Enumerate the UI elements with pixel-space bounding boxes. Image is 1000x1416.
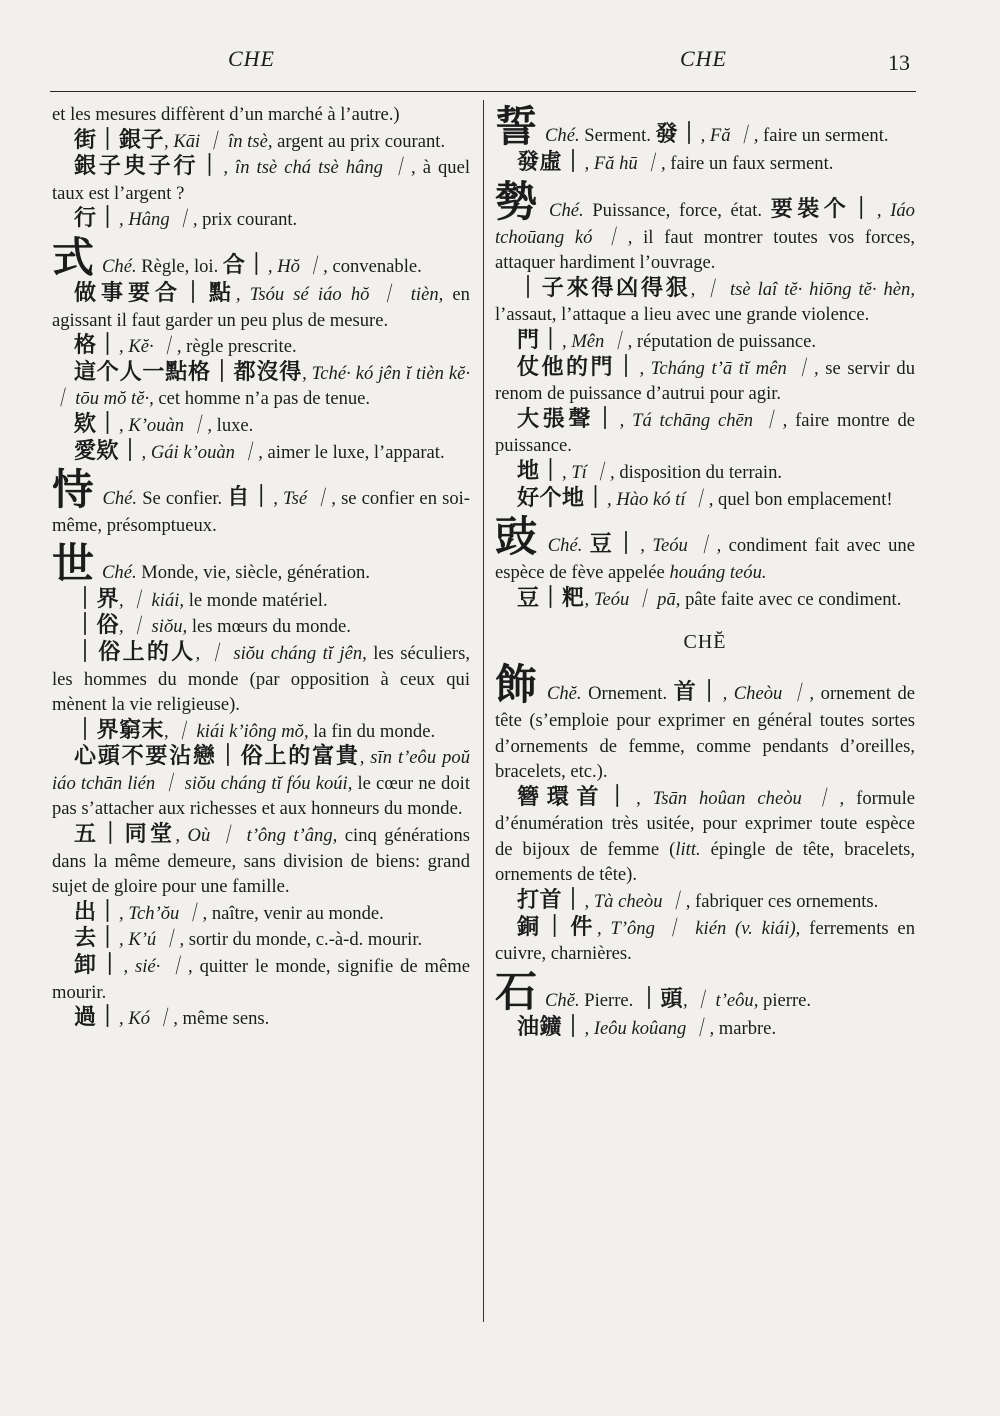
running-head-right: CHE bbox=[680, 46, 727, 71]
headword-character: 石 bbox=[495, 966, 538, 1016]
sub-entry: ｜界窮末, ｜ kiái k’iông mŏ, la fin du monde. bbox=[74, 717, 436, 743]
sub-entry: ｜界, ｜ kiái, le monde matériel. bbox=[74, 586, 328, 612]
sub-entry: 街｜銀子, Kāi ｜ în tsè, argent au prix courant. bbox=[74, 127, 446, 153]
section-title: CHĔ bbox=[683, 631, 727, 654]
headword-character: 恃 bbox=[52, 465, 95, 515]
right-column bbox=[495, 102, 915, 1041]
sub-entry: 銅｜件, T’ông ｜ kién (v. kiái), ferrements en cuivre, charnières. bbox=[495, 914, 915, 965]
sub-entry: ｜俗, ｜ siŏu, les mœurs du monde. bbox=[74, 613, 351, 639]
sub-entry: 大張聲｜, Tá tchāng chēn ｜, faire montre de puissance. bbox=[495, 406, 915, 457]
headword-entry: 誓 Ché. Serment. 發｜, Fă ｜, faire un serment. bbox=[495, 102, 889, 151]
headword-character: 勢 bbox=[495, 176, 542, 226]
headword-character: 豉 bbox=[495, 512, 540, 562]
page-number: 13 bbox=[888, 50, 910, 75]
sub-entry: 卸｜, sié· ｜, quitter le monde, signifie de même mourir. bbox=[52, 953, 470, 1003]
sub-entry: 五｜同堂, Où ｜ t’ông t’âng, cinq générations dans la même demeure, sans division de biens: grand sujet de gloire pour une famille. bbox=[52, 822, 470, 898]
continuation-text: et les mesures diffèrent d’un marché à l’autre.) bbox=[52, 104, 400, 125]
sub-entry: 行｜, Hâng ｜, prix courant. bbox=[74, 206, 298, 232]
header-rule bbox=[50, 91, 916, 92]
left-column bbox=[52, 102, 470, 1032]
headword-entry: 恃 Ché. Se confier. 自｜, Tsé ｜, se confier en soi- même, présomptueux. bbox=[52, 465, 470, 537]
sub-entry: 簪環首｜, Tsān hoûan cheòu ｜, formule d’énumération très usitée, pour exprimer toute espèce de bijoux de femme (litt. épingle de tête, bracelets, ornements de tête). bbox=[495, 784, 916, 886]
headword-character: 誓 bbox=[495, 102, 538, 151]
sub-entry: 豆｜粑, Teóu ｜ pā, pâte faite avec ce condiment. bbox=[517, 585, 902, 611]
headword-entry: 豉 Ché. 豆｜, Teóu ｜, condiment fait avec une espèce de fève appelée houáng teóu. bbox=[495, 512, 915, 584]
sub-entry: 發虛｜, Fă hū ｜, faire un faux serment. bbox=[517, 150, 834, 175]
headword-entry: 飾 Chĕ. Ornement. 首｜, Cheòu ｜, ornement de tête (s’emploie pour exprimer en général toutes sortes d’ornements de femme, comme pendants d’oreilles, bracelets, etc.). bbox=[495, 659, 915, 783]
headword-character: 世 bbox=[52, 538, 95, 588]
headword-entry: 式 Ché. Règle, loi. 合｜, Hŏ ｜, convenable. bbox=[52, 232, 422, 282]
sub-entry: 打首｜, Tà cheòu ｜, fabriquer ces ornements. bbox=[517, 888, 879, 914]
running-head-left: CHE bbox=[228, 46, 275, 71]
sub-entry: 欵｜, K’ouàn ｜, luxe. bbox=[74, 411, 254, 437]
sub-entry: 仗他的門｜, Tcháng t’ā tĭ mên ｜, se servir du renom de puissance d’autrui pour agir. bbox=[495, 354, 915, 405]
headword-entry: 勢 Ché. Puissance, force, état. 要裝个｜, Iáo tchoūang kó ｜, il faut montrer toutes vos forces, attaquer hardiment l’ouvrage. bbox=[495, 176, 915, 274]
sub-entry: 格｜, Kĕ· ｜, règle prescrite. bbox=[74, 333, 297, 359]
sub-entry: 過｜, Kó ｜, même sens. bbox=[74, 1005, 270, 1031]
headword-character: 飾 bbox=[495, 659, 539, 709]
sub-entry: 油鑛｜, Ieôu koûang ｜, marbre. bbox=[517, 1014, 777, 1040]
sub-entry: ｜俗上的人, ｜ siŏu cháng tĭ jên, les séculiers, les hommes du monde (par opposition à ceux qui mènent la vie religieuse). bbox=[52, 639, 470, 716]
headword-entry: 石 Chĕ. Pierre. ｜頭, ｜ t’eôu, pierre. bbox=[495, 966, 812, 1016]
sub-entry: 這个人一點格｜都沒得, Tché· kó jên ĭ tièn kĕ· ｜ tōu mŏ tĕ·, cet homme n’a pas de tenue. bbox=[52, 359, 470, 410]
sub-entry: 心頭不要沾戀｜俗上的富貴, sīn t’eôu poŭ iáo tchān lién ｜ siŏu cháng tĭ fóu koúi, le cœur ne doit pas s’attacher aux richesses et aux honneurs du monde. bbox=[52, 744, 470, 820]
sub-entry: 好个地｜, Hào kó tí ｜, quel bon emplacement! bbox=[517, 485, 893, 511]
sub-entry: 出｜, Tch’ŏu ｜, naître, venir au monde. bbox=[74, 899, 384, 925]
sub-entry: 銀子㬰子行｜, în tsè chá tsè hâng ｜, à quel taux est l’argent ? bbox=[52, 154, 470, 204]
sub-entry: 做事要合｜點, Tsóu sé iáo hŏ ｜ tièn, en agissant il faut garder un peu plus de mesure. bbox=[52, 280, 470, 331]
headword-character: 式 bbox=[52, 232, 95, 282]
sub-entry: 門｜, Mên ｜, réputation de puissance. bbox=[517, 327, 817, 353]
sub-entry: 去｜, K’ú ｜, sortir du monde, c.-à-d. mourir. bbox=[74, 926, 423, 952]
headword-entry: 世 Ché. Monde, vie, siècle, génération. bbox=[52, 538, 371, 588]
sub-entry: ｜子來得凶得狠, ｜ tsè laî tĕ· hiōng tĕ· hèn, l’assaut, l’attaque a lieu avec une grande violence. bbox=[495, 275, 915, 326]
sub-entry: 愛欵｜, Gái k’ouàn ｜, aimer le luxe, l’apparat. bbox=[74, 438, 445, 464]
column-divider bbox=[483, 100, 484, 1322]
sub-entry: 地｜, Tí ｜, disposition du terrain. bbox=[517, 458, 783, 484]
